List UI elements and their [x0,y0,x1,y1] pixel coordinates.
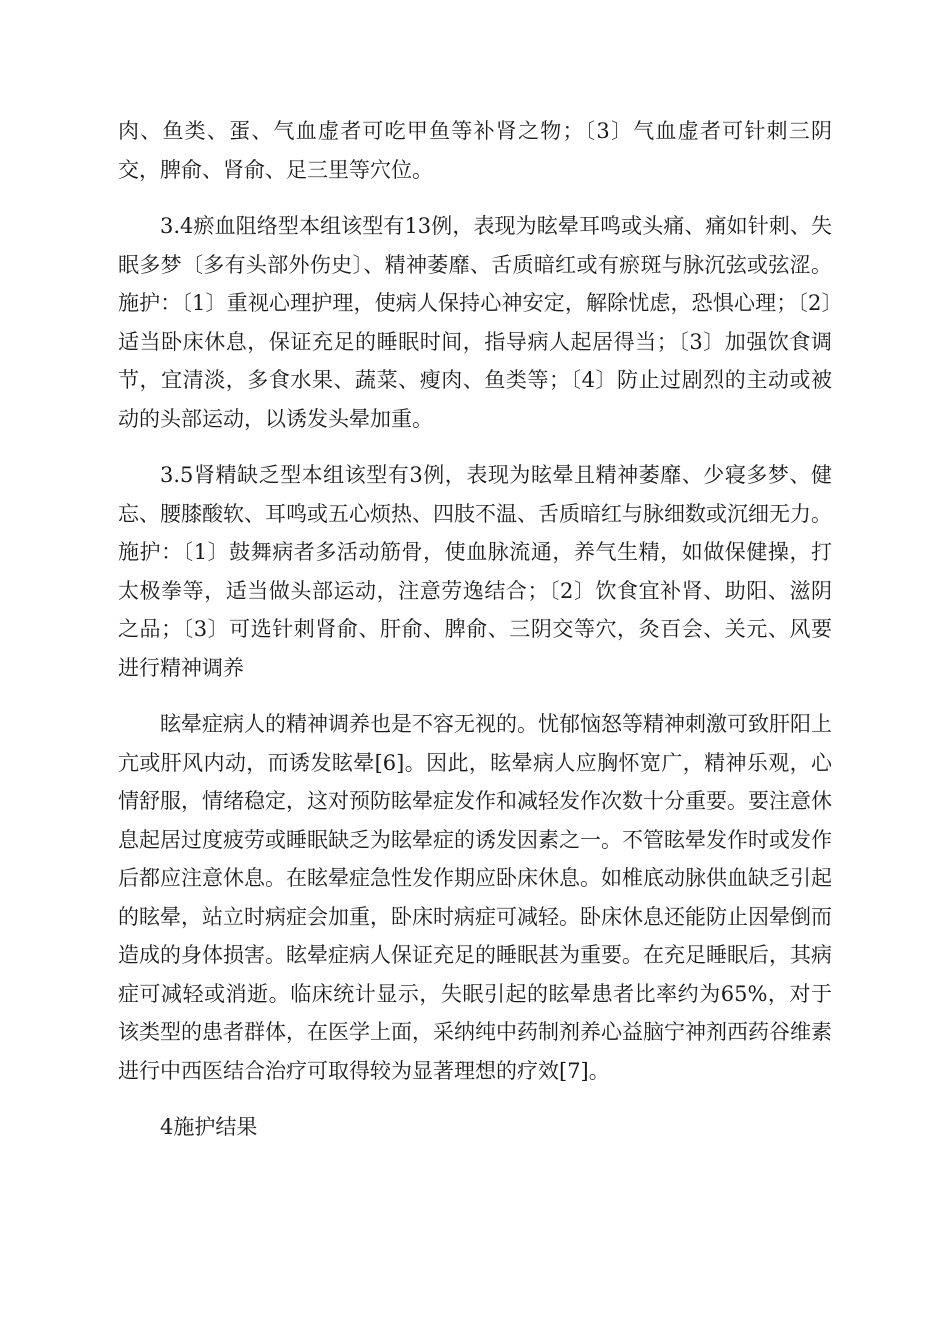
paragraph-continuation: 肉、鱼类、蛋、气血虚者可吃甲鱼等补肾之物；〔3〕气血虚者可针刺三阴交，脾俞、肾俞、足三里等穴位。 [118,119,832,182]
paragraph-3-5-kidney-essence: 3.5肾精缺乏型本组该型有3例，表现为眩晕且精神萎靡、少寝多梦、健忘、腰膝酸软、耳鸣或五心烦热、四肢不温、舌质暗红与脉细数或沉细无力。施护：〔1〕鼓舞病者多活动筋骨，使血脉流通，养气生精，如做保健操，打太极拳等，适当做头部运动，注意劳逸结合；〔2〕饮食宜补肾、助阳、滋阴之品；〔3〕可选针刺肾俞、肝俞、脾俞、三阴交等穴，灸百会、关元、风要进行精神调养 [118,463,832,680]
document-body [118,112,832,1147]
paragraph-mental-care: 眩晕症病人的精神调养也是不容无视的。忧郁恼怒等精神刺激可致肝阳上亢或肝风内动，而诱发眩晕[6]。因此，眩晕病人应胸怀宽广，精神乐观，心情舒服，情绪稳定，这对预防眩晕症发作和减轻发作次数十分重要。要注意休息起居过度疲劳或睡眠缺乏为眩晕症的诱发因素之一。不管眩晕发作时或发作后都应注意休息。在眩晕症急性发作期应卧床休息。如椎底动脉供血缺乏引起的眩晕，站立时病症会加重，卧床时病症可减轻。卧床休息还能防止因晕倒而造成的身体损害。眩晕症病人保证充足的睡眠甚为重要。在充足睡眠后，其病症可减轻或消逝。临床统计显示，失眠引起的眩晕患者比率约为65%，对于该类型的患者群体，在医学上面，采纳纯中药制剂养心益脑宁神剂西药谷维素进行中西医结合治疗可取得较为显著理想的疗效[7]。 [118,712,832,1083]
section-heading-4: 4施护结果 [160,1115,258,1139]
paragraph-3-4-blood-stasis: 3.4瘀血阻络型本组该型有13例，表现为眩晕耳鸣或头痛、痛如针刺、失眠多梦〔多有头部外伤史〕、精神萎靡、舌质暗红或有瘀斑与脉沉弦或弦涩。施护：〔1〕重视心理护理，使病人保持心神安定，解除忧虑，恐惧心理；〔2〕适当卧床休息，保证充足的睡眠时间，指导病人起居得当；〔3〕加强饮食调节，宜清淡，多食水果、蔬菜、瘦肉、鱼类等；〔4〕防止过剧烈的主动或被动的头部运动，以诱发头晕加重。 [118,214,832,431]
